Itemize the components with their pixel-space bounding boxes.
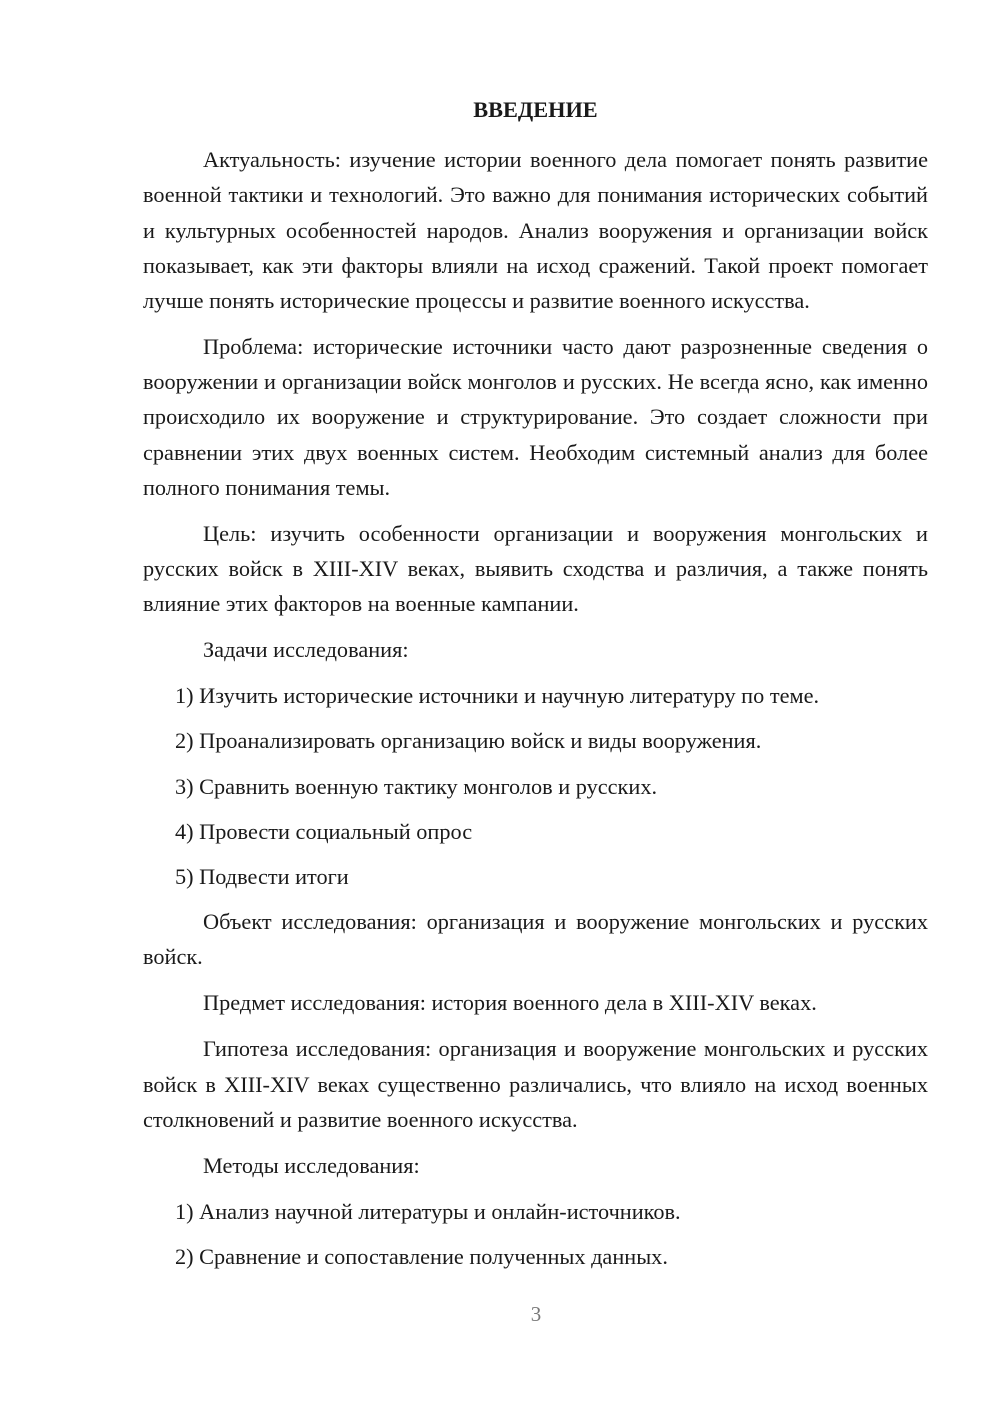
document-page [143, 92, 928, 1284]
goal-paragraph: Цель: изучить особенности организации и вооружения монгольских и русских войск в XIII-XIV веках, выявить сходства и различия, а также понять влияние этих факторов на военные кампании. [143, 520, 928, 617]
method-item: 1) Анализ научной литературы и онлайн-источников. [175, 1198, 681, 1224]
methods-heading: Методы исследования: [203, 1152, 420, 1178]
task-item: 1) Изучить исторические источники и научную литературу по теме. [175, 683, 820, 709]
hypothesis-paragraph: Гипотеза исследования: организация и вооружение монгольских и русских войск в XIII-XIV веках существенно различались, что влияло на исход военных столкновений и развитие военного искусства. [143, 1036, 928, 1132]
section-title: ВВЕДЕНИЕ [473, 97, 598, 122]
subject-paragraph: Предмет исследования: история военного дела в XIII-XIV веках. [203, 990, 817, 1016]
relevance-paragraph: Актуальность: изучение истории военного дела помогает понять развитие военной тактики и технологий. Это важно для понимания исторических событий и культурных особенностей народов. Анализ вооружения и организации войск показывает, как эти факторы влияли на исход сражений. Такой проект помогает лучше понять исторические процессы и развитие военного искусства. [143, 147, 928, 314]
page-number: 3 [530, 1302, 542, 1326]
task-item: 2) Проанализировать организацию войск и виды вооружения. [175, 728, 762, 754]
task-item: 3) Сравнить военную тактику монголов и русских. [175, 773, 658, 799]
tasks-heading: Задачи исследования: [203, 637, 409, 663]
problem-paragraph: Проблема: исторические источники часто дают разрозненные сведения о вооружении и организации войск монголов и русских. Не всегда ясно, как именно происходило их вооружение и структурирование. Это создает сложности при сравнении этих двух военных систем. Необходим системный анализ для более полного понимания темы. [143, 334, 928, 500]
task-item: 4) Провести социальный опрос [175, 818, 473, 844]
task-item: 5) Подвести итоги [175, 864, 349, 890]
method-item: 2) Сравнение и сопоставление полученных данных. [175, 1244, 668, 1270]
object-paragraph: Объект исследования: организация и вооружение монгольских и русских войск. [143, 909, 928, 970]
